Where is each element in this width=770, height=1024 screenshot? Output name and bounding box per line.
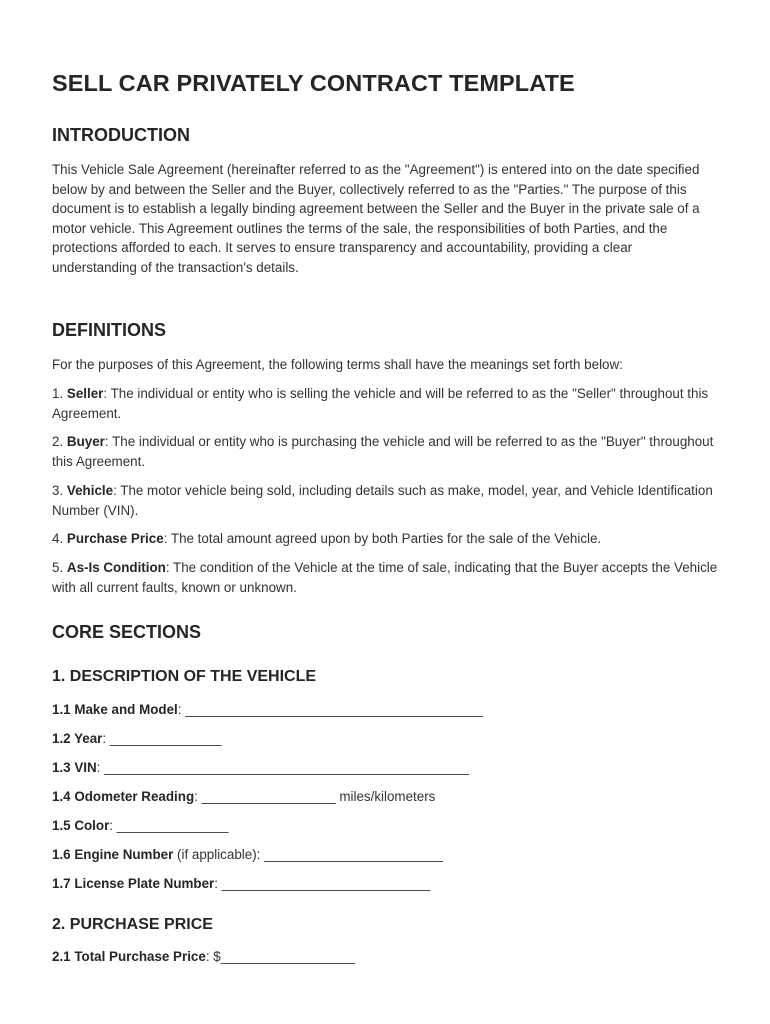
document-title: SELL CAR PRIVATELY CONTRACT TEMPLATE — [52, 70, 575, 96]
definition-text: : The total amount agreed upon by both Parties for the sale of the Vehicle. — [163, 531, 602, 546]
field-year — [52, 730, 222, 748]
purchase-price-heading: 2. PURCHASE PRICE — [52, 916, 213, 933]
definition-text: : The individual or entity who is purchasing the vehicle and will be referred to as the "Buyer" throughout this Agreement. — [52, 434, 714, 469]
definition-number: 5. — [52, 560, 64, 575]
field-engine-number — [52, 846, 443, 864]
definitions-heading: DEFINITIONS — [52, 320, 167, 340]
definition-number: 4. — [52, 531, 64, 546]
field-blank[interactable]: (if applicable): ________________________ — [173, 847, 443, 862]
core-sections-heading: CORE SECTIONS — [52, 622, 202, 642]
introduction-body: This Vehicle Sale Agreement (hereinafter referred to as the "Agreement") is entered into on the date specified below by and between the Seller and the Buyer, collectively referred to as the "Parties." The purpose of this document is to establish a legally binding agreement between the Seller and the Buyer in the private sale of a motor vehicle. This Agreement outlines the terms of the sale, the responsibilities of both Parties, and the protections afforded to each. It serves to ensure transparency and accountability, providing a clear understanding of the transaction's details. — [52, 162, 700, 275]
field-blank[interactable]: : _________________________________________________ — [96, 760, 470, 775]
definition-item — [52, 432, 718, 471]
field-label: 1.2 Year — [52, 731, 103, 746]
definition-item — [52, 558, 718, 597]
field-color — [52, 817, 228, 835]
definition-item — [52, 529, 718, 549]
description-heading: 1. DESCRIPTION OF THE VEHICLE — [52, 668, 317, 685]
definition-term: Vehicle — [66, 483, 114, 498]
field-total-purchase-price — [52, 948, 355, 966]
definition-text: : The individual or entity who is selling the vehicle and will be referred to as the "Seller" throughout this Agreement. — [52, 386, 709, 421]
definition-term: Buyer — [66, 434, 105, 449]
definition-item — [52, 481, 718, 520]
field-blank[interactable]: : ____________________________ — [214, 876, 431, 891]
field-license-plate — [52, 875, 430, 893]
definition-text: : The condition of the Vehicle at the time of sale, indicating that the Buyer accepts the Vehicle with all current faults, known or unknown. — [52, 560, 718, 595]
definition-term: Purchase Price — [66, 531, 164, 546]
field-odometer — [52, 788, 435, 806]
field-blank[interactable]: : _______________ — [109, 818, 229, 833]
definition-term: Seller — [66, 386, 104, 401]
field-after: miles/kilometers — [335, 789, 436, 804]
field-label: 1.6 Engine Number — [52, 847, 174, 862]
field-vin — [52, 759, 469, 777]
field-blank[interactable]: : ________________________________________ — [177, 702, 484, 717]
field-label: 2.1 Total Purchase Price — [52, 949, 206, 964]
field-blank[interactable]: : _______________ — [102, 731, 222, 746]
definition-number: 1. — [52, 386, 64, 401]
definitions-lead: For the purposes of this Agreement, the following terms shall have the meanings set forth below: — [52, 357, 623, 372]
definition-item — [52, 384, 718, 423]
field-label: 1.4 Odometer Reading — [52, 789, 195, 804]
definition-text: : The motor vehicle being sold, including details such as make, model, year, and Vehicle Identification Number (VIN). — [52, 483, 713, 518]
definition-number: 3. — [52, 483, 64, 498]
introduction-heading: INTRODUCTION — [52, 125, 190, 145]
field-make-model — [52, 701, 483, 719]
field-label: 1.3 VIN — [52, 760, 97, 775]
definition-term: As-Is Condition — [66, 560, 166, 575]
field-blank[interactable]: : $__________________ — [205, 949, 355, 964]
definition-number: 2. — [52, 434, 64, 449]
field-label: 1.5 Color — [52, 818, 110, 833]
field-label: 1.7 License Plate Number — [52, 876, 215, 891]
field-blank[interactable]: : __________________ — [194, 789, 336, 804]
field-label: 1.1 Make and Model — [52, 702, 178, 717]
